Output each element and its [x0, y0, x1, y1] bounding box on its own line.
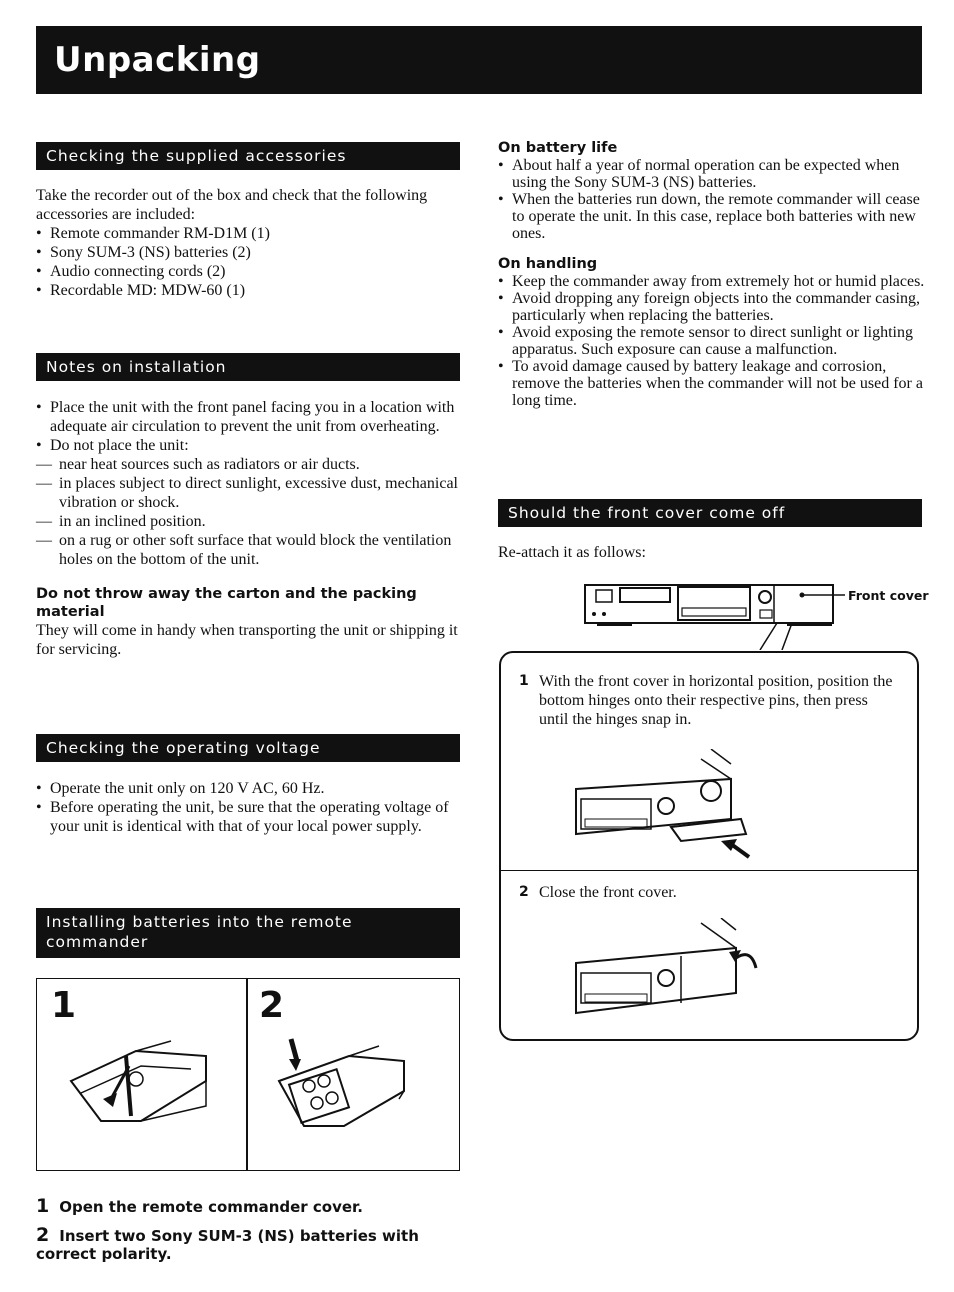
battery-life-section — [498, 139, 928, 242]
carton-text: They will come in handy when transporting the unit or shipping it for servicing. — [36, 622, 458, 658]
list-item: • About half a year of normal operation can be expected when using the Sony SUM-3 (NS) batteries. — [498, 157, 928, 191]
front-cover-step-1 — [519, 672, 899, 729]
accessories-list — [36, 224, 466, 300]
step-number: 1 — [519, 673, 529, 689]
front-cover-heading: Should the front cover come off — [498, 499, 922, 527]
figure-number: 2 — [259, 985, 285, 1026]
page-title-bar — [36, 26, 922, 94]
list-item: • To avoid damage caused by battery leakage and corrosion, remove the batteries when the commander will not be used for a long time. — [498, 358, 928, 409]
handling-section — [498, 255, 928, 409]
list-item: — in an inclined position. — [31, 512, 466, 531]
deck-closed-illustration — [571, 918, 771, 1028]
list-item: • Recordable MD: MDW-60 (1) — [36, 281, 466, 300]
list-item: • Keep the commander away from extremely hot or humid places. — [498, 273, 928, 290]
front-cover-intro: Re-attach it as follows: — [498, 544, 646, 561]
accessories-section — [36, 186, 466, 300]
deck-hinge-illustration — [571, 749, 771, 859]
accessories-intro: Take the recorder out of the box and check that the following accessories are included: — [36, 187, 428, 223]
list-item: • Avoid exposing the remote sensor to direct sunlight or lighting apparatus. Such exposure can cause a malfunction. — [498, 324, 928, 358]
installation-section — [36, 398, 466, 659]
list-item: • Remote commander RM-D1M (1) — [36, 224, 466, 243]
battery-figure-2 — [246, 978, 460, 1171]
carton-heading: Do not throw away the carton and the packing material — [36, 586, 417, 620]
list-item: • Audio connecting cords (2) — [36, 262, 466, 281]
battery-life-heading: On battery life — [498, 140, 618, 156]
battery-figure-1 — [36, 978, 248, 1171]
battery-step-1 — [36, 1197, 466, 1216]
step-text: Close the front cover. — [539, 884, 677, 901]
accessories-heading: Checking the supplied accessories — [36, 142, 460, 170]
voltage-section — [36, 779, 466, 836]
step-text: Open the remote commander cover. — [59, 1198, 364, 1216]
step-number: 2 — [36, 1224, 50, 1246]
step-text: With the front cover in horizontal position, position the bottom hinges onto their respective pins, then press until the hinges snap in. — [539, 673, 893, 728]
battery-step-2 — [36, 1226, 436, 1263]
list-item: — near heat sources such as radiators or air ducts. — [31, 455, 466, 474]
list-item: • Sony SUM-3 (NS) batteries (2) — [36, 243, 466, 262]
list-item: • Do not place the unit: — [36, 436, 466, 455]
list-item: • Operate the unit only on 120 V AC, 60 Hz. — [36, 779, 466, 798]
front-cover-step-2 — [519, 883, 899, 902]
step-number: 2 — [519, 884, 529, 900]
list-item: — in places subject to direct sunlight, excessive dust, mechanical vibration or shock. — [31, 474, 466, 512]
list-item: • Place the unit with the front panel facing you in a location with adequate air circulation to prevent the unit from overheating. — [36, 398, 466, 436]
voltage-heading: Checking the operating voltage — [36, 734, 460, 762]
page-title: Unpacking — [54, 40, 261, 80]
figure-number: 1 — [51, 985, 77, 1026]
front-cover-callout: Front cover — [848, 588, 929, 603]
remote-open-cover-illustration — [41, 981, 241, 1171]
remote-insert-batteries-illustration — [249, 981, 455, 1171]
step-divider — [501, 870, 917, 871]
md-deck-front-illustration — [582, 580, 852, 650]
list-item: • When the batteries run down, the remote commander will cease to operate the unit. In this case, replace both batteries with new ones. — [498, 191, 928, 242]
list-item: • Before operating the unit, be sure that the operating voltage of your unit is identical with that of your local power supply. — [36, 798, 466, 836]
installation-heading: Notes on installation — [36, 353, 460, 381]
batteries-heading: Installing batteries into the remote commander — [36, 908, 460, 958]
step-text: Insert two Sony SUM-3 (NS) batteries with correct polarity. — [36, 1227, 419, 1263]
step-number: 1 — [36, 1195, 50, 1217]
list-item: • Avoid dropping any foreign objects into the commander casing, particularly when replacing the batteries. — [498, 290, 928, 324]
front-cover-steps-box — [499, 651, 919, 1041]
list-item: — on a rug or other soft surface that would block the ventilation holes on the bottom of the unit. — [31, 531, 466, 569]
handling-heading: On handling — [498, 256, 598, 272]
